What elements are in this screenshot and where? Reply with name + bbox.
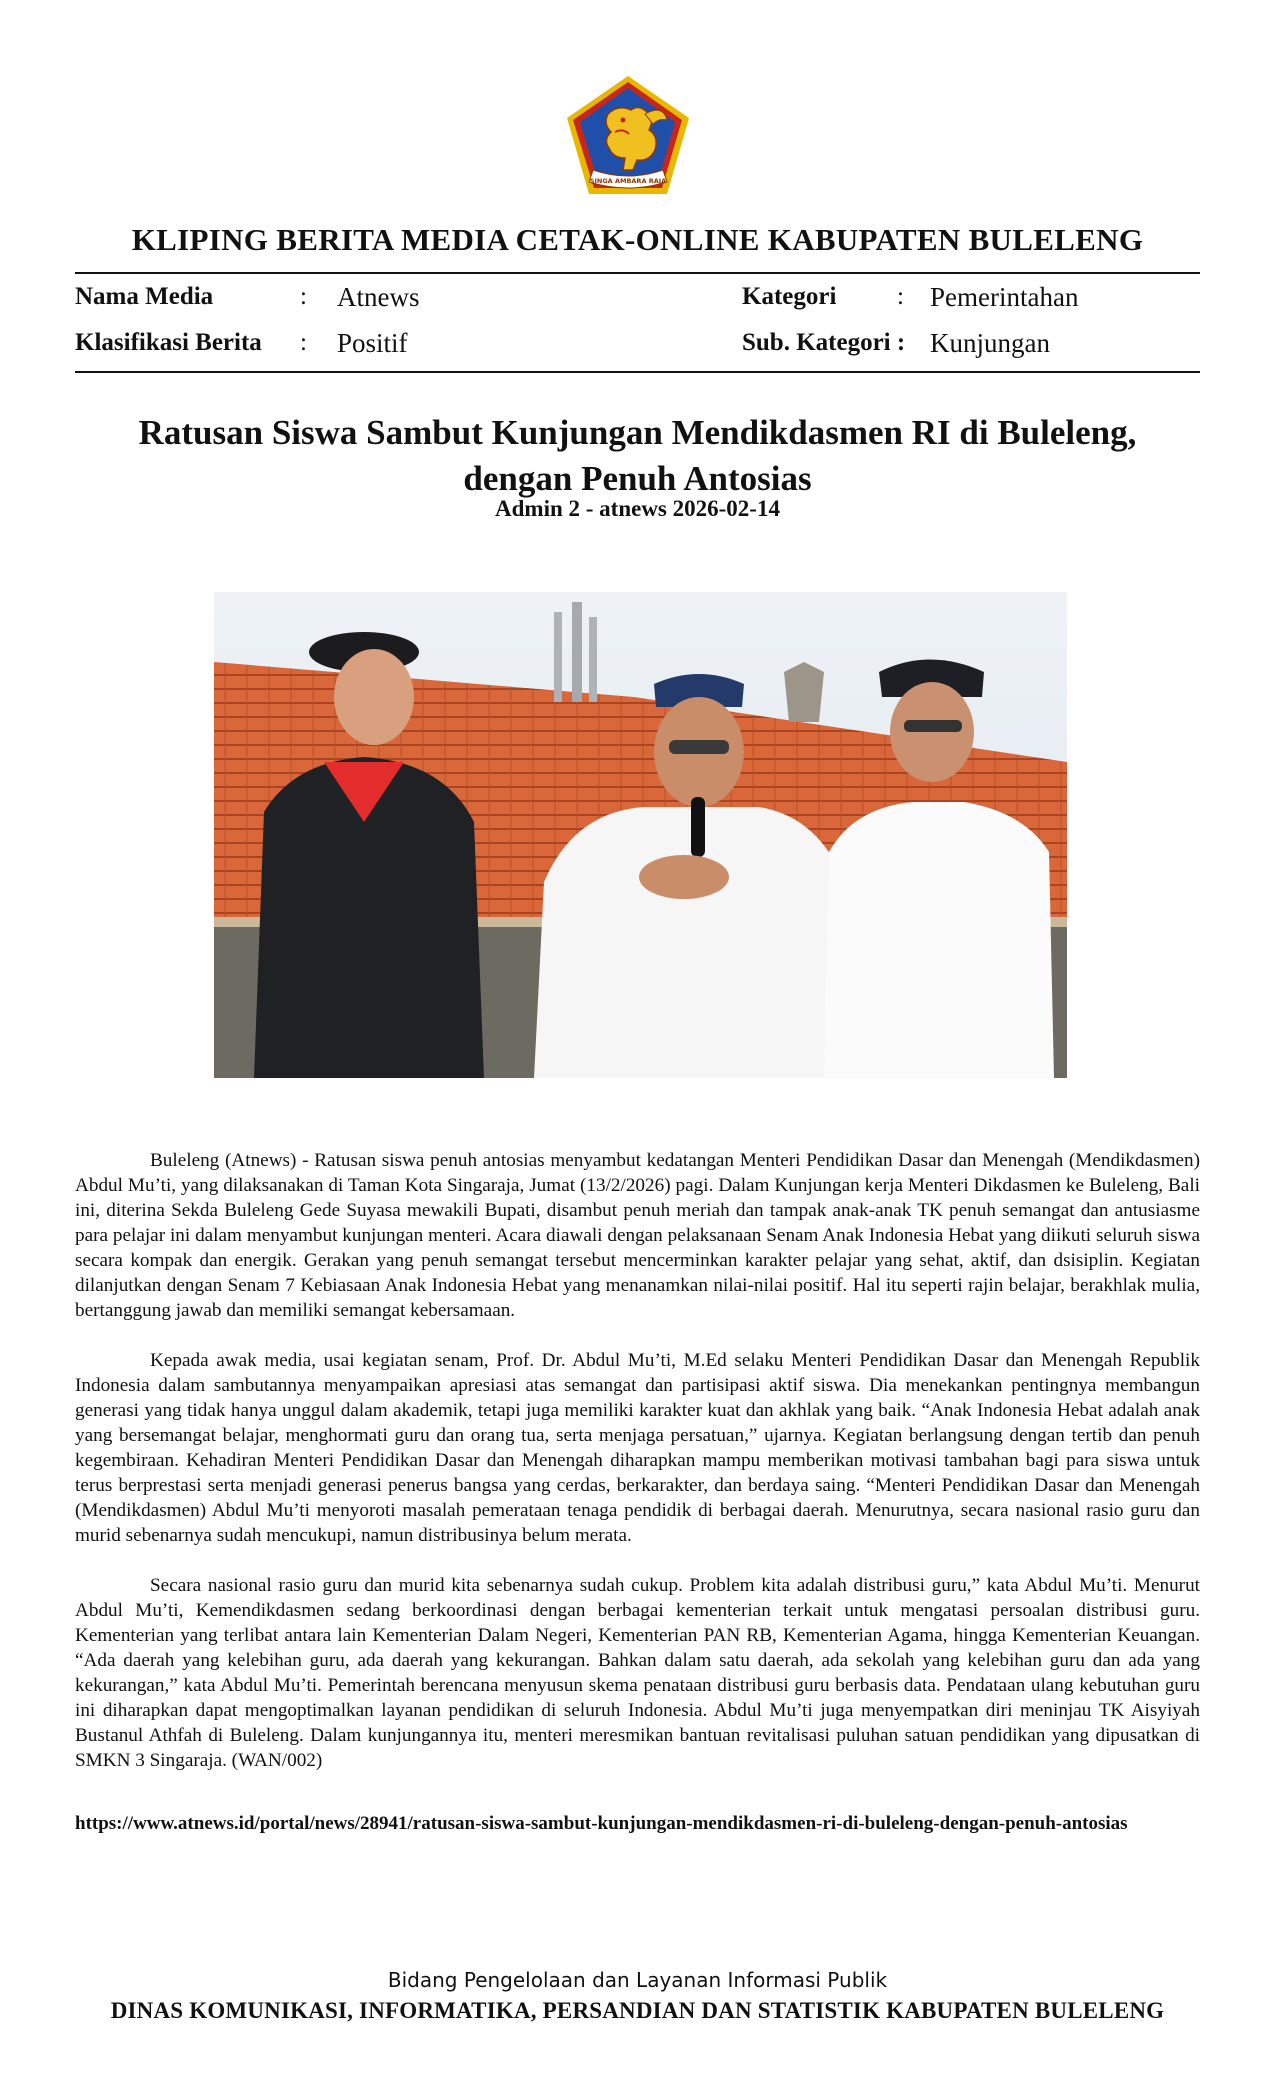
document-header-title: KLIPING BERITA MEDIA CETAK-ONLINE KABUPATEN BULELENG [131,222,1144,257]
article-title-line1: Ratusan Siswa Sambut Kunjungan Mendikdasmen RI di Buleleng, [138,413,1137,452]
kategori-label: Kategori [742,283,837,310]
sub-kategori-label: Sub. Kategori : [742,329,906,356]
footer-division: Bidang Pengelolaan dan Layanan Informasi Publik [387,1968,888,1992]
klasifikasi-value: Positif [337,328,408,358]
article-paragraph: Kepada awak media, usai kegiatan senam, Prof. Dr. Abdul Mu’ti, M.Ed selaku Menteri Pendidikan Dasar dan Menengah Republik Indonesia dalam sambutannya menyampaikan apresiasi atas semangat dan partisipasi aktif siswa. Dia menekankan pentingnya membangun generasi yang tidak hanya unggul dalam akademik, tetapi juga memiliki karakter kuat dan akhlak yang baik. “Anak Indonesia Hebat adalah anak yang bersemangat belajar, menghormati guru dan orang tua, serta menjaga persatuan,” ujarnya. Kegiatan berlangsung dengan tertib dan penuh kegembiraan. Kehadiran Menteri Pendidikan Dasar dan Menengah diharapkan mampu memberikan motivasi tambahan bagi para siswa untuk terus berprestasi serta menjadi generasi penerus bangsa yang cerdas, berkarakter, dan berdaya saing. “Menteri Pendidikan Dasar dan Menengah (Mendikdasmen) Abdul Mu’ti menyoroti masalah pemerataan tenaga pendidik di berbagai daerah. Menurutnya, secara nasional rasio guru dan murid sebenarnya sudah mencukupi, namun distribusinya belum merata. [75,1350,1200,1546]
nama-media-label: Nama Media [75,283,214,310]
article-paragraph: Secara nasional rasio guru dan murid kita sebenarnya sudah cukup. Problem kita adalah distribusi guru,” kata Abdul Mu’ti. Menurut Abdul Mu’ti, Kemendikdasmen sedang berkoordinasi dengan berbagai kementerian terkait untuk mengatasi persoalan distribusi guru. Kementerian yang terlibat antara lain Kementerian Dalam Negeri, Kementerian PAN RB, Kementerian Agama, hingga Kementerian Keuangan. “Ada daerah yang kelebihan guru, ada daerah yang kekurangan. Bahkan dalam satu daerah, ada sekolah yang kelebihan guru dan ada yang kekurangan,” kata Abdul Mu’ti. Pemerintah berencana menyusun skema penataan distribusi guru berbasis data. Pendataan ulang kebutuhan guru ini diharapkan dapat mengoptimalkan layanan pendidikan di seluruh Indonesia. Abdul Mu’ti juga menyempatkan diri meninjau TK Aisyiyah Bustanul Athfah di Buleleng. Dalam kunjungannya itu, menteri meresmikan bantuan revitalisasi puluhan satuan pendidikan yang dipusatkan di SMKN 3 Singaraja. (WAN/002) [75,1575,1200,1771]
article-byline: Admin 2 - atnews 2026-02-14 [495,496,780,521]
article-title [75,410,1200,502]
article-photo [214,592,1067,1078]
klasifikasi-label: Klasifikasi Berita [75,329,262,356]
header-divider-top [75,272,1200,274]
footer-agency: DINAS KOMUNIKASI, INFORMATIKA, PERSANDIAN DAN STATISTIK KABUPATEN BULELENG [110,1998,1165,2023]
source-url-link[interactable]: https://www.atnews.id/portal/news/28941/ratusan-siswa-sambut-kunjungan-mendikdasmen-ri-di-buleleng-dengan-penuh-antosias [75,1813,1128,1834]
colon: : [897,283,904,310]
article-paragraph: Buleleng (Atnews) - Ratusan siswa penuh antosias menyambut kedatangan Menteri Pendidikan Dasar dan Menengah (Mendikdasmen) Abdul Mu’ti, yang dilaksanakan di Taman Kota Singaraja, Jumat (13/2/2026) pagi. Dalam Kunjungan kerja Menteri Dikdasmen ke Buleleng, Bali ini, diterina Sekda Buleleng Gede Suyasa mewakili Bupati, disambut penuh meriah dan tampak anak-anak TK penuh semangat dan antusiasme para pelajar ini dalam menyambut kunjungan menteri. Acara diawali dengan pelaksanaan Senam Anak Indonesia Hebat yang diikuti seluruh siswa secara kompak dan energik. Gerakan yang penuh semangat tersebut mencerminkan karakter pelajar yang sehat, aktif, dan dsisiplin. Kegiatan dilanjutkan dengan Senam 7 Kebiasaan Anak Indonesia Hebat yang menanamkan nilai-nilai positif. Hal itu seperti rajin belajar, berakhlak mulia, bertanggung jawab dan memiliki semangat kebersamaan. [75,1150,1200,1321]
colon: : [300,283,307,310]
kategori-value: Pemerintahan [930,282,1079,312]
article-body [75,1148,1200,1798]
emblem-motto: SINGA AMBARA RAJA [589,177,667,185]
header-divider-bottom [75,371,1200,373]
article-title-line2: dengan Penuh Antosias [463,459,812,498]
sub-kategori-value: Kunjungan [930,328,1050,358]
nama-media-value: Atnews [337,282,420,312]
buleleng-emblem-logo [563,74,693,198]
colon: : [300,329,307,356]
